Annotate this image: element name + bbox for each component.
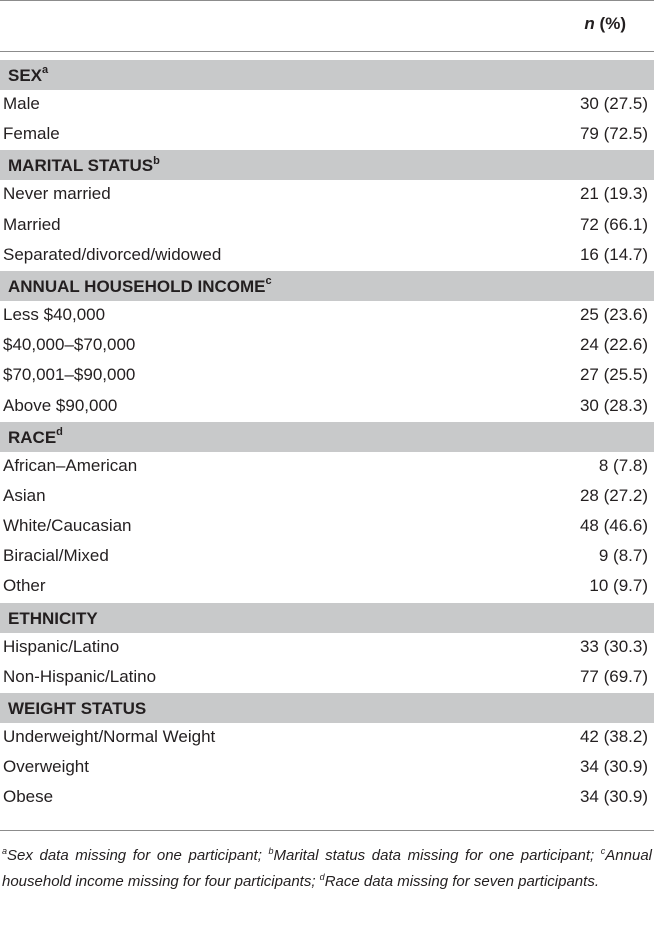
footnote-text: Annual household income missing for four participants; — [2, 847, 652, 890]
table-footnote — [2, 843, 652, 895]
table-row — [0, 512, 654, 542]
table-row — [0, 361, 654, 391]
row-label: Female — [3, 124, 60, 144]
row-label: Above $90,000 — [3, 395, 118, 415]
table-row — [0, 663, 654, 693]
section-footnote-mark: a — [42, 64, 49, 77]
table-row — [0, 301, 654, 331]
table-row — [0, 331, 654, 361]
table-row — [0, 542, 654, 572]
footnote-text: Marital status data missing for one participant; — [273, 847, 601, 864]
section-title: SEX — [8, 66, 43, 85]
table-row — [0, 241, 654, 271]
row-value: 24 (22.6) — [579, 335, 648, 355]
row-value: 77 (69.7) — [579, 666, 648, 686]
table-row — [0, 120, 654, 150]
row-value: 8 (7.8) — [598, 455, 648, 475]
header-rule — [0, 51, 654, 52]
footnote-mark: a — [2, 846, 8, 856]
row-label: Married — [3, 214, 61, 234]
row-value: 10 (9.7) — [589, 576, 648, 596]
row-label: White/Caucasian — [3, 516, 132, 536]
row-value: 16 (14.7) — [579, 244, 648, 264]
table-row — [0, 392, 654, 422]
row-label: Separated/divorced/widowed — [3, 244, 222, 264]
row-value: 27 (25.5) — [579, 365, 648, 385]
table-row — [0, 783, 654, 813]
section-footnote-mark: d — [56, 426, 63, 439]
table-body — [0, 60, 654, 814]
row-label: Less $40,000 — [3, 304, 106, 324]
row-value: 30 (28.3) — [579, 395, 648, 415]
section-title: MARITAL STATUS — [8, 156, 154, 176]
row-value: 9 (8.7) — [598, 546, 648, 566]
row-label: $70,001–$90,000 — [3, 365, 136, 385]
footnote-text: Race data missing for seven participants. — [324, 873, 599, 890]
row-value: 34 (30.9) — [579, 787, 648, 807]
footnote-mark: c — [600, 846, 606, 856]
section-footnote-mark: b — [153, 154, 160, 167]
row-value: 48 (46.6) — [579, 516, 648, 536]
section-footnote-mark: c — [265, 275, 272, 288]
row-value: 72 (66.1) — [579, 214, 648, 234]
footnote-mark: d — [319, 872, 325, 882]
row-label: Underweight/Normal Weight — [3, 727, 216, 746]
row-value: 21 (19.3) — [579, 184, 648, 204]
row-value: 33 (30.3) — [579, 636, 648, 656]
row-label: Obese — [3, 787, 54, 807]
row-label: Non-Hispanic/Latino — [3, 666, 157, 686]
section-title: ANNUAL HOUSEHOLD INCOME — [8, 276, 266, 296]
column-header-percent: (%) — [599, 14, 626, 33]
footnote-text: Sex data missing for one participant; — [7, 847, 269, 864]
table-row — [0, 90, 654, 120]
section-header — [0, 693, 654, 723]
row-label: Overweight — [3, 757, 89, 777]
section-title: WEIGHT STATUS — [8, 699, 147, 718]
row-label: Biracial/Mixed — [3, 546, 109, 566]
section-header — [0, 150, 654, 180]
section-header — [0, 60, 654, 90]
row-value: 25 (23.6) — [579, 304, 648, 324]
table-row — [0, 452, 654, 482]
row-label: Never married — [3, 184, 111, 204]
row-value: 79 (72.5) — [579, 124, 648, 144]
section-header — [0, 271, 654, 301]
row-label: Hispanic/Latino — [3, 636, 120, 656]
table-row — [0, 211, 654, 241]
row-label: Asian — [3, 485, 46, 505]
table-row — [0, 482, 654, 512]
column-header-n-percent — [584, 14, 626, 34]
section-title: ETHNICITY — [8, 608, 98, 628]
section-title: RACE — [8, 427, 57, 447]
table-row — [0, 723, 654, 753]
table-row — [0, 753, 654, 783]
section-header — [0, 603, 654, 633]
row-value: 34 (30.9) — [579, 757, 648, 777]
row-label: African–American — [3, 455, 138, 475]
column-header-n: n — [584, 14, 595, 33]
table-row — [0, 180, 654, 210]
table-row — [0, 633, 654, 663]
footnote-rule — [0, 830, 654, 831]
footnote-mark: b — [268, 846, 274, 856]
row-value: 30 (27.5) — [579, 94, 648, 113]
table-row — [0, 572, 654, 602]
row-label: Other — [3, 576, 46, 596]
row-label: $40,000–$70,000 — [3, 335, 136, 355]
row-value: 28 (27.2) — [579, 485, 648, 505]
row-value: 42 (38.2) — [579, 727, 648, 746]
section-header — [0, 422, 654, 452]
table-header — [0, 1, 654, 51]
row-label: Male — [3, 94, 40, 113]
